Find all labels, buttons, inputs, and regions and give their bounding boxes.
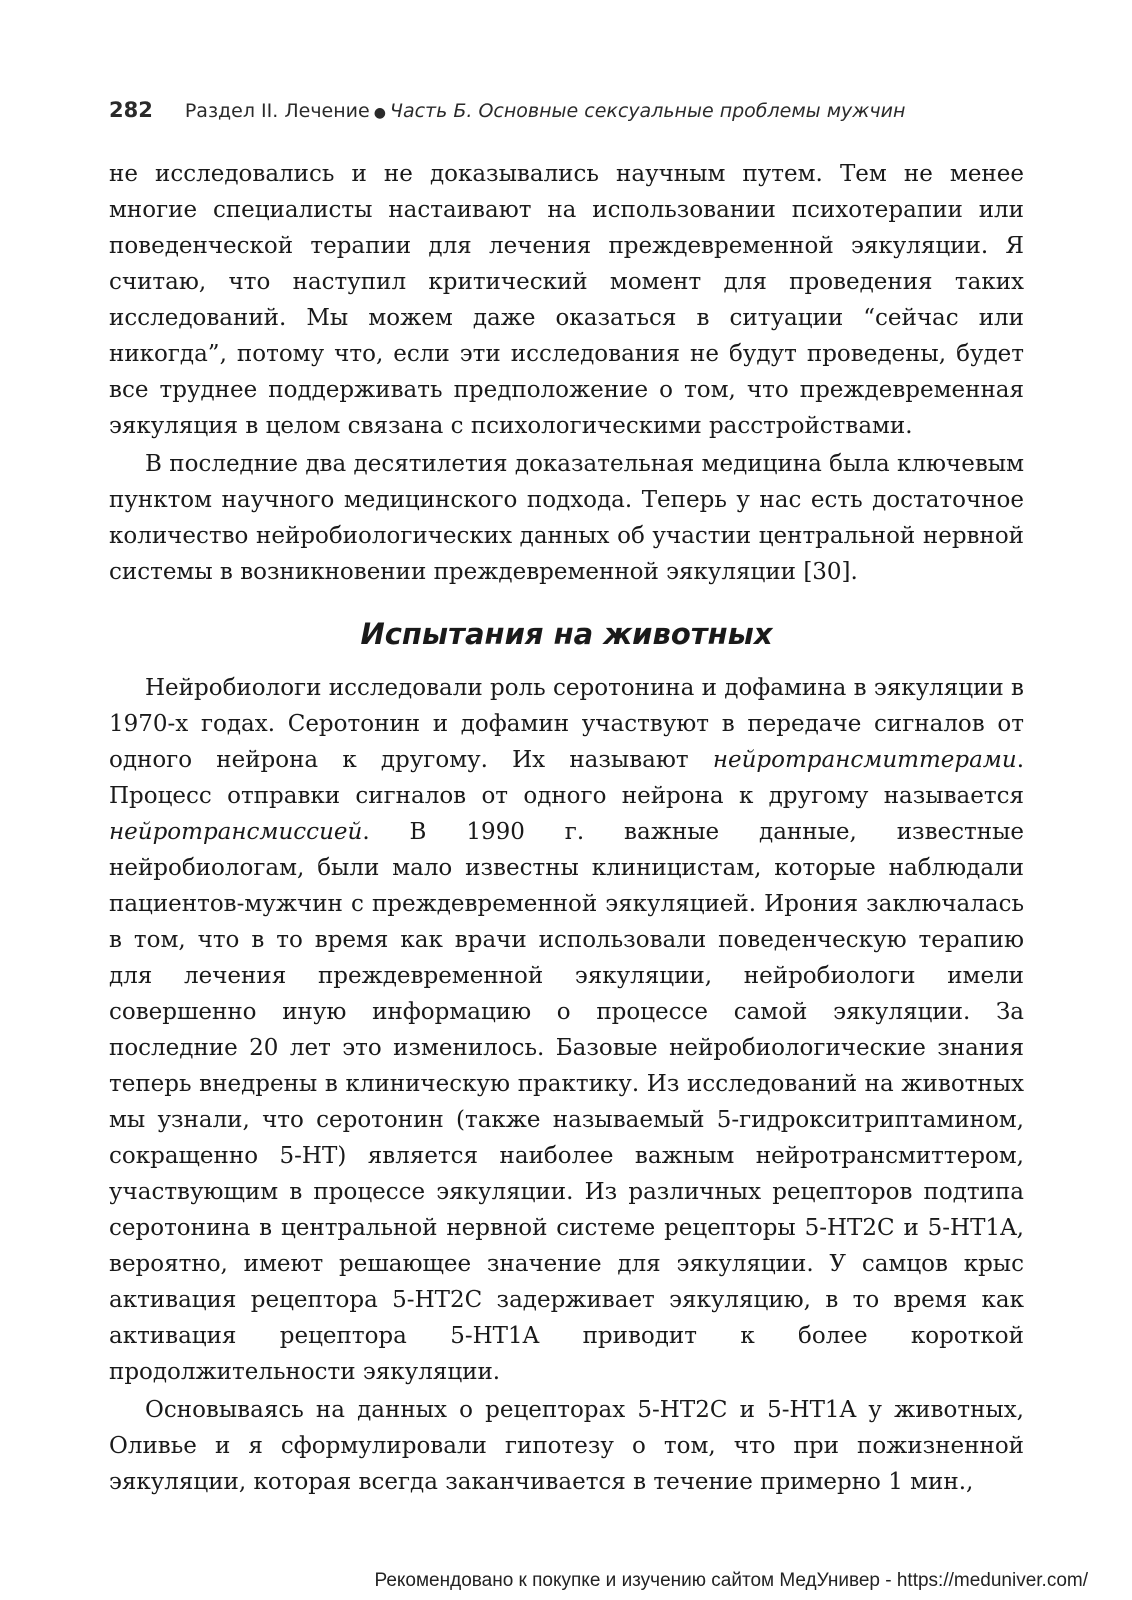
- term-neurotransmission: нейротрансмиссией: [109, 819, 363, 845]
- page-number: 282: [109, 98, 153, 122]
- paragraph-hypothesis: Основываясь на данных о рецепторах 5-HT2C и 5-HT1A у животных, Оливье и я сформулировали гипотезу о том, что при пожизненной эякуляции, которая всегда заканчивается в течение примерно 1 мин.,: [109, 1397, 1024, 1495]
- paragraph-text: Нейробиологи исследовали роль серотонина и дофамина в эякуляции в 1970-х годах. Серотонин и дофамин участвуют в передаче сигналов от одного нейрона к другому. Их называют: [109, 675, 1024, 773]
- paragraph-text: . В 1990 г. важные данные, известные нейробиологам, были мало известны клиницистам, которые наблюдали пациентов-мужчин с преждевременной эякуляцией. Ирония заключалась в том, что в то время как врачи использовали поведенческую терапию для лечения преждевременной эякуляции, нейробиологи имели совершенно иную информацию о процессе самой эякуляции. За последние 20 лет это изменилось. Базовые нейробиологические знания теперь внедрены в клиническую практику. Из исследований на животных мы узнали, что серотонин (также называемый 5-гидрокситриптамином, сокращенно 5-HT) является наиболее важным нейротрансмиттером, участвующим в процессе эякуляции. Из различных рецепторов подтипа серотонина в центральной нервной системе рецепторы 5-HT2C и 5-HT1A, вероятно, имеют решающее значение для эякуляции. У самцов крыс активация рецептора 5-HT2C задерживает эякуляцию, в то время как активация рецептора 5-HT1A приводит к более короткой продолжительности эякуляции.: [109, 819, 1024, 1385]
- header-section: Раздел II. Лечение: [184, 100, 370, 122]
- paragraph-text: . Процесс отправки сигналов от одного нейрона к другому называется: [109, 747, 1024, 809]
- book-page: [109, 98, 1024, 1500]
- header-part: Часть Б. Основные сексуальные проблемы мужчин: [389, 100, 906, 122]
- running-header: [109, 98, 1024, 132]
- paragraph-neurobiology: [109, 670, 1024, 1390]
- section-title: Испытания на животных: [360, 617, 773, 651]
- body-text: [109, 156, 1024, 1500]
- bullet-icon: ●: [373, 105, 386, 121]
- footer-note: Рекомендовано к покупке и изучению сайтом МедУнивер - https://meduniver.com/: [374, 1570, 1088, 1591]
- paragraph-continuation: не исследовались и не доказывались научным путем. Тем не менее многие специалисты настаивают на использовании психотерапии или поведенческой терапии для лечения преждевременной эякуляции. Я считаю, что наступил критический момент для проведения таких исследований. Мы можем даже оказаться в ситуации “сейчас или никогда”, потому что, если эти исследования не будут проведены, будет все труднее поддерживать предположение о том, что преждевременная эякуляция в целом связана с психологическими расстройствами.: [109, 161, 1024, 439]
- paragraph-evidence-based: В последние два десятилетия доказательная медицина была ключевым пунктом научного медицинского подхода. Теперь у нас есть достаточное количество нейробиологических данных об участии центральной нервной системы в возникновении преждевременной эякуляции [30].: [109, 451, 1024, 585]
- term-neurotransmitters: нейротрансмиттерами: [712, 747, 1017, 773]
